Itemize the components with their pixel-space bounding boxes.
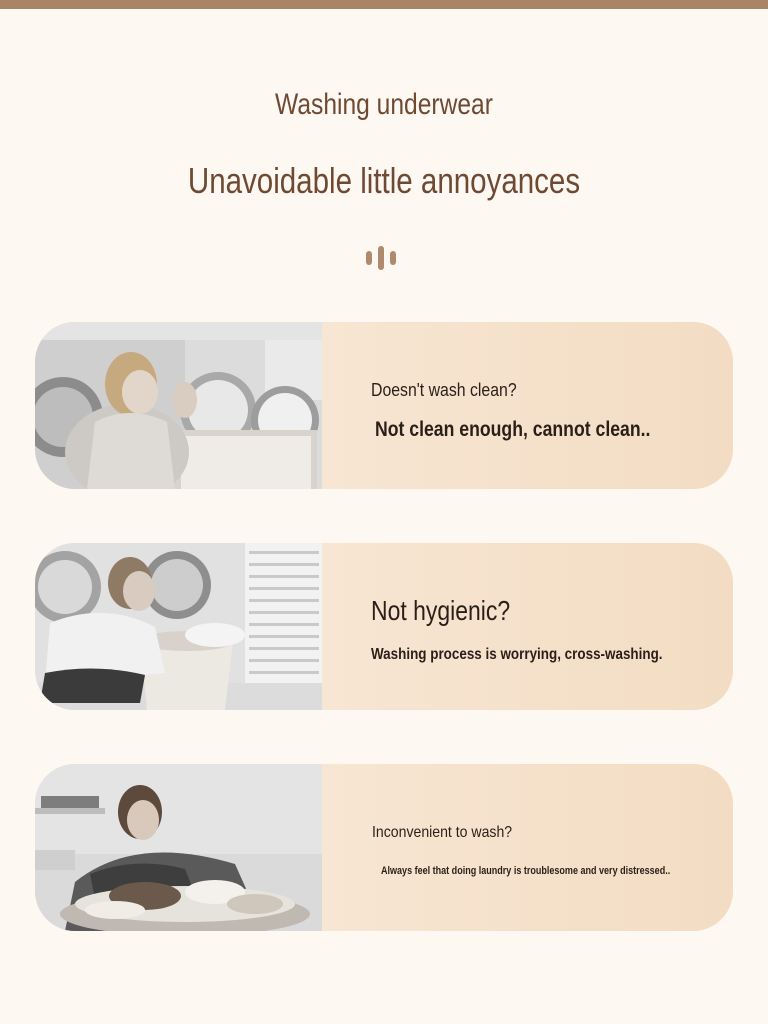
photo-woman-holding-nose (35, 322, 322, 489)
photo-stressed-woman-laundry (35, 764, 322, 931)
top-accent-bar (0, 0, 768, 9)
card-answer: Not clean enough, cannot clean.. (375, 418, 651, 441)
problem-card-inconvenient (35, 764, 733, 931)
problem-card-dirty (35, 322, 733, 489)
card-answer: Always feel that doing laundry is troublesome and very distressed.. (381, 865, 671, 877)
divider-bars-icon (366, 246, 400, 270)
card-answer: Washing process is worrying, cross-washing. (371, 646, 663, 663)
photo-tired-woman-basket (35, 543, 322, 710)
card-question: Inconvenient to wash? (372, 824, 513, 841)
card-question: Doesn't wash clean? (371, 380, 517, 400)
page-subtitle: Unavoidable little annoyances (187, 160, 581, 201)
problem-card-hygiene (35, 543, 733, 710)
card-question: Not hygienic? (371, 595, 511, 626)
page-title: Washing underwear (275, 88, 493, 121)
